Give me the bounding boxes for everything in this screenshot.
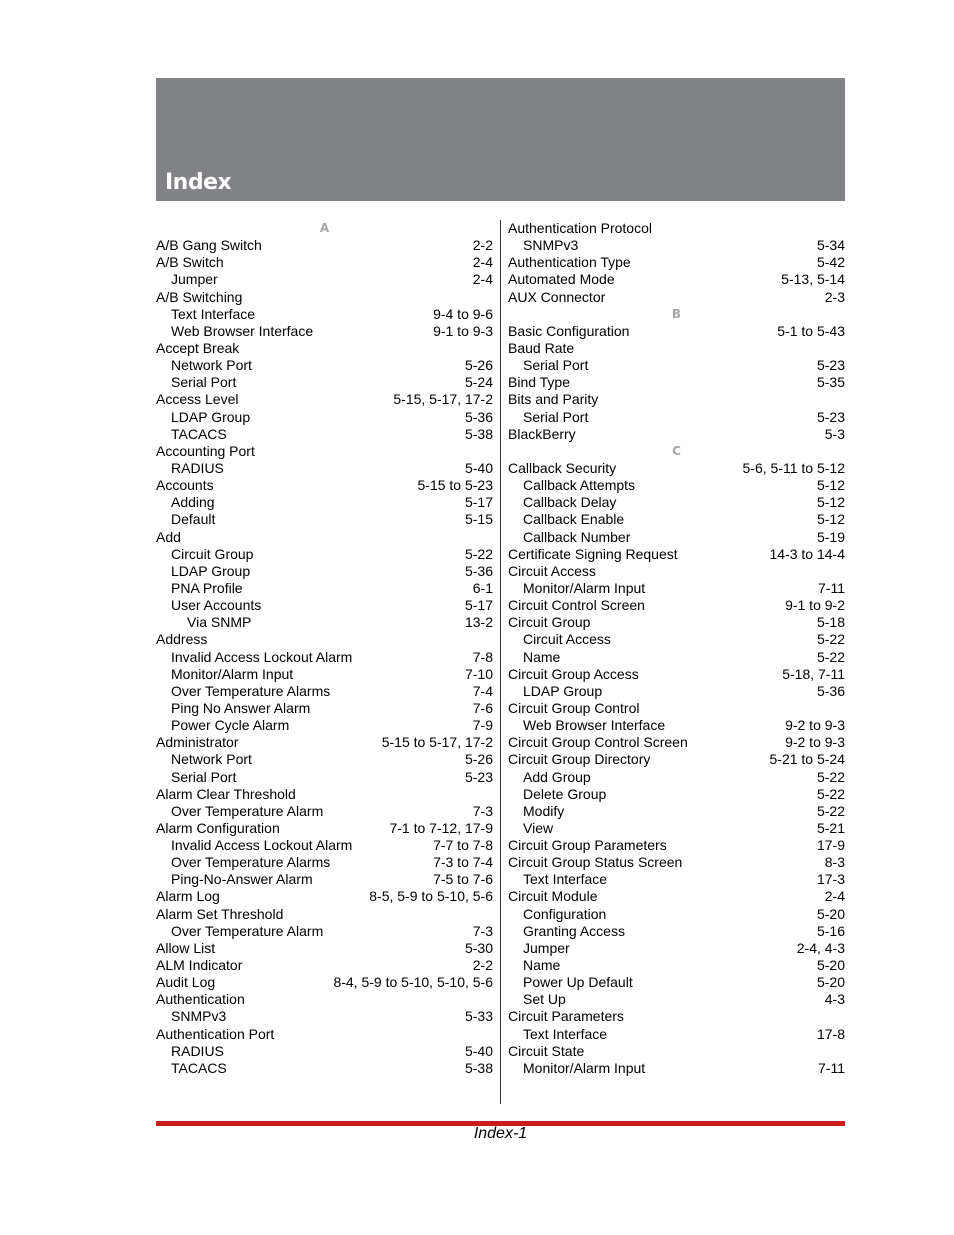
index-entry	[156, 563, 493, 580]
index-term: Circuit Group Directory	[508, 751, 651, 768]
index-pages: 5-22	[816, 768, 845, 785]
index-entry	[156, 1026, 493, 1043]
index-term: Serial Port	[523, 408, 589, 425]
index-entry	[508, 1060, 845, 1077]
index-entry	[508, 289, 845, 306]
index-entry	[508, 614, 845, 631]
index-entry	[156, 1043, 493, 1060]
index-entry	[508, 820, 845, 837]
index-entry	[508, 271, 845, 288]
index-entry	[156, 1060, 493, 1077]
index-entry	[156, 974, 493, 991]
index-term: Monitor/Alarm Input	[523, 1059, 646, 1076]
index-pages: 5-16	[816, 922, 845, 939]
index-term: AUX Connector	[508, 288, 606, 305]
index-entry	[508, 923, 845, 940]
header-band	[156, 78, 845, 201]
index-term: TACACS	[171, 425, 227, 442]
index-term: Delete Group	[523, 785, 607, 802]
index-term: Serial Port	[171, 374, 237, 391]
index-pages: 5-12	[816, 477, 845, 494]
index-pages: 5-22	[816, 802, 845, 819]
index-entry	[508, 426, 845, 443]
index-pages: 7-3	[472, 922, 493, 939]
index-term: Text Interface	[523, 1025, 608, 1042]
index-term: Callback Enable	[523, 511, 625, 528]
index-entry	[156, 254, 493, 271]
index-term: A/B Gang Switch	[156, 237, 262, 254]
index-pages: 6-1	[472, 579, 493, 596]
index-pages: 14-3 to 14-4	[769, 545, 845, 562]
index-entry	[508, 786, 845, 803]
index-pages: 5-3	[824, 425, 845, 442]
index-entry	[508, 974, 845, 991]
index-term: RADIUS	[171, 459, 224, 476]
index-term: Circuit Group	[508, 614, 591, 631]
index-pages: 17-8	[816, 1025, 845, 1042]
index-term: Administrator	[156, 734, 239, 751]
index-term: Authentication	[156, 991, 245, 1008]
index-term: Allow List	[156, 939, 216, 956]
index-entry	[156, 409, 493, 426]
index-term: Circuit Group	[171, 545, 254, 562]
index-pages: 2-4	[472, 254, 493, 271]
index-entry	[156, 271, 493, 288]
index-term: Via SNMP	[187, 614, 252, 631]
index-term: Address	[156, 631, 208, 648]
index-term: ALM Indicator	[156, 957, 243, 974]
index-pages: 5-30	[464, 939, 493, 956]
index-term: Adding	[171, 494, 215, 511]
index-entry	[156, 374, 493, 391]
index-term: A/B Switching	[156, 288, 243, 305]
index-pages: 7-4	[472, 682, 493, 699]
index-entry	[508, 254, 845, 271]
index-entry	[156, 786, 493, 803]
column-divider	[500, 220, 501, 1104]
index-pages: 5-38	[464, 1059, 493, 1076]
index-entry	[156, 237, 493, 254]
index-entry	[508, 803, 845, 820]
index-entry	[508, 871, 845, 888]
index-term: Authentication Protocol	[508, 220, 652, 236]
index-entry	[156, 323, 493, 340]
index-pages: 5-17	[464, 597, 493, 614]
index-term: Serial Port	[171, 768, 237, 785]
index-entry	[156, 614, 493, 631]
index-entry	[508, 1008, 845, 1025]
index-pages: 5-26	[464, 357, 493, 374]
index-term: Web Browser Interface	[523, 717, 666, 734]
index-entry	[508, 563, 845, 580]
index-pages: 9-2 to 9-3	[785, 717, 845, 734]
index-entry	[156, 391, 493, 408]
index-term: Callback Delay	[523, 494, 617, 511]
index-entry	[508, 237, 845, 254]
index-term: Jumper	[523, 939, 570, 956]
index-term: Granting Access	[523, 922, 625, 939]
index-term: Over Temperature Alarm	[171, 802, 324, 819]
index-entry	[156, 991, 493, 1008]
index-term: Circuit Group Access	[508, 665, 639, 682]
index-entry	[156, 683, 493, 700]
index-pages: 5-36	[464, 562, 493, 579]
index-term: Name	[523, 957, 561, 974]
index-entry	[156, 923, 493, 940]
index-entry	[508, 409, 845, 426]
index-entry	[508, 477, 845, 494]
index-term: LDAP Group	[171, 408, 251, 425]
index-entry	[508, 323, 845, 340]
index-pages: 5-22	[816, 785, 845, 802]
index-entry	[156, 426, 493, 443]
index-term: Name	[523, 648, 561, 665]
index-pages: 5-40	[464, 1042, 493, 1059]
index-pages: 7-3	[472, 802, 493, 819]
index-pages: 13-2	[464, 614, 493, 631]
index-term: Circuit Access	[523, 631, 611, 648]
index-entry	[508, 769, 845, 786]
index-entry	[508, 751, 845, 768]
index-entry	[156, 871, 493, 888]
index-term: User Accounts	[171, 597, 262, 614]
index-term: Alarm Set Threshold	[156, 905, 284, 922]
index-entry	[508, 888, 845, 905]
index-pages: 5-23	[816, 357, 845, 374]
index-pages: 5-42	[816, 254, 845, 271]
index-pages: 17-3	[816, 871, 845, 888]
index-pages: 2-2	[472, 957, 493, 974]
index-pages: 5-21 to 5-24	[769, 751, 845, 768]
index-entry	[508, 700, 845, 717]
index-term: Network Port	[171, 357, 252, 374]
index-term: Monitor/Alarm Input	[523, 579, 646, 596]
index-term: Authentication Port	[156, 1025, 275, 1042]
index-column-left	[156, 220, 493, 1077]
index-pages: 9-2 to 9-3	[785, 734, 845, 751]
section-letter: B	[671, 306, 682, 321]
index-entry	[508, 991, 845, 1008]
index-pages: 9-1 to 9-3	[433, 322, 493, 339]
index-term: Callback Attempts	[523, 477, 636, 494]
index-pages: 7-5 to 7-6	[433, 871, 493, 888]
index-pages: 5-15 to 5-17, 17-2	[381, 734, 493, 751]
index-term: Automated Mode	[508, 271, 615, 288]
index-pages: 7-1 to 7-12, 17-9	[389, 819, 493, 836]
index-term: Certificate Signing Request	[508, 545, 678, 562]
index-pages: 7-9	[472, 717, 493, 734]
index-pages: 17-9	[816, 837, 845, 854]
index-entry	[156, 803, 493, 820]
index-entry	[508, 511, 845, 528]
index-pages: 5-40	[464, 459, 493, 476]
index-entry	[508, 1043, 845, 1060]
index-term: Baud Rate	[508, 339, 575, 356]
index-pages: 5-34	[816, 237, 845, 254]
index-pages: 5-20	[816, 974, 845, 991]
index-pages: 5-22	[816, 631, 845, 648]
index-pages: 5-24	[464, 374, 493, 391]
index-pages: 5-12	[816, 511, 845, 528]
index-term: Invalid Access Lockout Alarm	[171, 837, 353, 854]
index-pages: 5-1 to 5-43	[777, 322, 845, 339]
index-pages: 5-26	[464, 751, 493, 768]
index-entry	[156, 289, 493, 306]
index-pages: 8-3	[824, 854, 845, 871]
index-term: Circuit Access	[508, 562, 596, 579]
index-pages: 2-4	[472, 271, 493, 288]
index-term: Add Group	[523, 768, 591, 785]
index-term: Web Browser Interface	[171, 322, 314, 339]
index-term: Ping-No-Answer Alarm	[171, 871, 313, 888]
index-entry	[156, 477, 493, 494]
index-entry	[508, 631, 845, 648]
index-pages: 5-15 to 5-23	[417, 477, 493, 494]
index-entry	[156, 443, 493, 460]
index-pages: 5-15	[464, 511, 493, 528]
index-term: BlackBerry	[508, 425, 576, 442]
index-entry	[156, 700, 493, 717]
index-pages: 2-4, 4-3	[796, 939, 845, 956]
index-entry	[156, 631, 493, 648]
index-entry	[156, 734, 493, 751]
index-term: Set Up	[523, 991, 566, 1008]
index-term: Text Interface	[171, 305, 256, 322]
index-term: Authentication Type	[508, 254, 631, 271]
index-column-right	[508, 220, 845, 1077]
index-entry	[508, 683, 845, 700]
index-entry	[156, 597, 493, 614]
index-term: Circuit Group Control	[508, 699, 640, 716]
index-pages: 5-22	[464, 545, 493, 562]
index-term: Accounting Port	[156, 442, 255, 459]
index-pages: 5-23	[816, 408, 845, 425]
index-term: Accounts	[156, 477, 214, 494]
index-entry	[508, 340, 845, 357]
index-entry	[156, 1008, 493, 1025]
index-term: Ping No Answer Alarm	[171, 699, 311, 716]
index-pages: 7-11	[818, 579, 845, 596]
index-pages: 7-6	[472, 699, 493, 716]
index-entry	[508, 957, 845, 974]
index-term: Accept Break	[156, 339, 240, 356]
index-term: Circuit Group Status Screen	[508, 854, 683, 871]
index-pages: 7-8	[472, 648, 493, 665]
index-term: Access Level	[156, 391, 239, 408]
index-pages: 5-15, 5-17, 17-2	[393, 391, 493, 408]
index-term: Audit Log	[156, 974, 216, 991]
index-pages: 7-7 to 7-8	[433, 837, 493, 854]
index-pages: 2-2	[472, 237, 493, 254]
index-pages: 5-20	[816, 905, 845, 922]
index-entry	[508, 391, 845, 408]
index-pages: 5-6, 5-11 to 5-12	[742, 459, 845, 476]
index-entry	[508, 220, 845, 237]
index-pages: 5-21	[816, 819, 845, 836]
index-entry	[508, 734, 845, 751]
index-entry	[156, 854, 493, 871]
index-entry	[156, 666, 493, 683]
index-pages: 7-11	[818, 1059, 845, 1076]
index-term: Modify	[523, 802, 565, 819]
index-entry	[508, 1026, 845, 1043]
index-entry	[156, 751, 493, 768]
index-pages: 5-17	[464, 494, 493, 511]
index-term: Text Interface	[523, 871, 608, 888]
index-entry	[156, 957, 493, 974]
index-entry	[508, 357, 845, 374]
section-letter: A	[319, 221, 330, 235]
index-pages: 7-10	[464, 665, 493, 682]
index-pages: 5-18	[816, 614, 845, 631]
index-pages: 5-19	[816, 528, 845, 545]
index-term: Add	[156, 528, 181, 545]
index-entry	[156, 769, 493, 786]
index-pages: 5-36	[816, 682, 845, 699]
index-pages: 8-4, 5-9 to 5-10, 5-10, 5-6	[333, 974, 493, 991]
index-term: Alarm Log	[156, 888, 220, 905]
index-term: Circuit Group Parameters	[508, 837, 667, 854]
index-pages: 5-35	[816, 374, 845, 391]
index-pages: 5-22	[816, 648, 845, 665]
index-term: Bits and Parity	[508, 391, 599, 408]
index-term: PNA Profile	[171, 579, 243, 596]
index-pages: 5-33	[464, 1008, 493, 1025]
index-term: Network Port	[171, 751, 252, 768]
index-pages: 5-18, 7-11	[782, 665, 845, 682]
index-term: LDAP Group	[171, 562, 251, 579]
index-term: Over Temperature Alarm	[171, 922, 324, 939]
index-entry	[156, 580, 493, 597]
index-term: Power Up Default	[523, 974, 633, 991]
index-entry	[156, 340, 493, 357]
index-term: Invalid Access Lockout Alarm	[171, 648, 353, 665]
index-entry	[156, 511, 493, 528]
index-term: Monitor/Alarm Input	[171, 665, 294, 682]
index-entry	[508, 717, 845, 734]
index-term: Callback Security	[508, 459, 617, 476]
index-entry	[508, 494, 845, 511]
index-pages: 5-12	[816, 494, 845, 511]
index-term: Callback Number	[523, 528, 631, 545]
index-term: Configuration	[523, 905, 607, 922]
index-term: Alarm Clear Threshold	[156, 785, 296, 802]
index-term: Basic Configuration	[508, 322, 630, 339]
index-entry	[156, 888, 493, 905]
index-pages: 2-3	[824, 288, 845, 305]
index-term: SNMPv3	[523, 237, 579, 254]
index-term: Circuit Parameters	[508, 1008, 624, 1025]
index-term: Circuit State	[508, 1042, 585, 1059]
index-term: SNMPv3	[171, 1008, 227, 1025]
index-term: Circuit Module	[508, 888, 598, 905]
index-term: A/B Switch	[156, 254, 224, 271]
index-entry	[508, 374, 845, 391]
index-entry	[508, 546, 845, 563]
index-entry	[156, 494, 493, 511]
index-entry	[508, 666, 845, 683]
index-entry	[156, 460, 493, 477]
index-term: Alarm Configuration	[156, 819, 280, 836]
index-pages: 8-5, 5-9 to 5-10, 5-6	[369, 888, 493, 905]
index-entry	[156, 649, 493, 666]
index-entry	[156, 906, 493, 923]
index-entry	[508, 597, 845, 614]
index-entry	[156, 357, 493, 374]
index-term: Circuit Control Screen	[508, 597, 645, 614]
index-entry	[508, 940, 845, 957]
index-entry	[508, 460, 845, 477]
index-entry	[508, 837, 845, 854]
index-pages: 5-13, 5-14	[781, 271, 845, 288]
index-pages: 2-4	[824, 888, 845, 905]
index-entry	[508, 529, 845, 546]
index-entry	[156, 717, 493, 734]
index-entry	[156, 546, 493, 563]
index-term: Default	[171, 511, 216, 528]
index-term: Power Cycle Alarm	[171, 717, 290, 734]
index-entry	[156, 837, 493, 854]
index-term: Serial Port	[523, 357, 589, 374]
index-entry	[508, 906, 845, 923]
index-term: View	[523, 819, 554, 836]
index-pages: 5-20	[816, 957, 845, 974]
index-entry	[508, 649, 845, 666]
section-letter: C	[672, 443, 681, 458]
index-entry	[156, 820, 493, 837]
index-term: RADIUS	[171, 1042, 224, 1059]
index-term: Circuit Group Control Screen	[508, 734, 688, 751]
index-term: TACACS	[171, 1059, 227, 1076]
index-entry	[508, 854, 845, 871]
index-pages: 5-23	[464, 768, 493, 785]
index-term: Jumper	[171, 271, 218, 288]
index-entry	[156, 940, 493, 957]
page-title: Index	[165, 170, 232, 195]
index-term: Over Temperature Alarms	[171, 682, 331, 699]
index-term: Bind Type	[508, 374, 571, 391]
index-entry	[156, 306, 493, 323]
index-pages: 5-38	[464, 425, 493, 442]
index-pages: 9-1 to 9-2	[785, 597, 845, 614]
index-entry	[156, 529, 493, 546]
index-pages: 4-3	[824, 991, 845, 1008]
index-term: LDAP Group	[523, 682, 603, 699]
page-number: Index-1	[473, 1125, 528, 1142]
index-entry	[508, 580, 845, 597]
index-term: Over Temperature Alarms	[171, 854, 331, 871]
index-pages: 7-3 to 7-4	[433, 854, 493, 871]
index-pages: 9-4 to 9-6	[433, 305, 493, 322]
index-pages: 5-36	[464, 408, 493, 425]
